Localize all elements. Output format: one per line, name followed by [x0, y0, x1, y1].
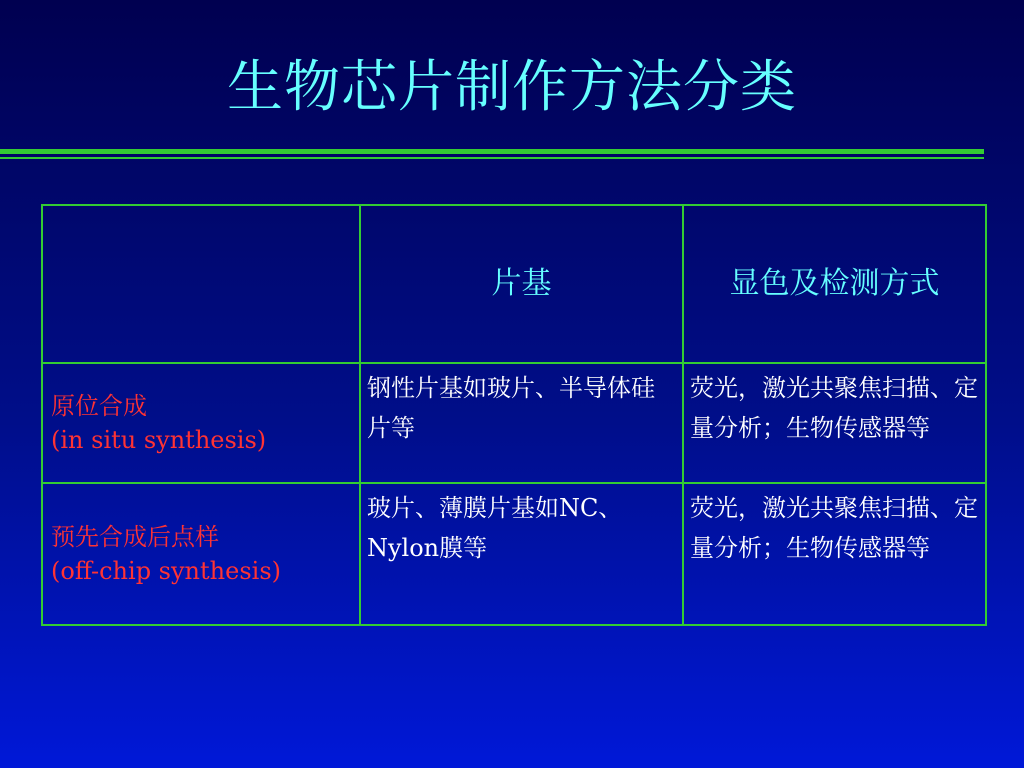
method-label-cell	[42, 363, 360, 483]
detection-cell	[683, 483, 986, 625]
title-divider-thick	[0, 149, 984, 154]
slide-title: 生物芯片制作方法分类	[227, 55, 797, 120]
header-cell-substrate: 片基	[360, 205, 683, 363]
detection-cell	[683, 363, 986, 483]
table-row	[42, 483, 986, 625]
method-label-cell	[42, 483, 360, 625]
title-divider-thin	[0, 157, 984, 159]
header-cell-method	[42, 205, 360, 363]
methods-table	[41, 204, 987, 626]
detection-text: 荧光，激光共聚焦扫描、定量分析；生物传感器等	[690, 494, 978, 562]
method-name-en: (off-chip synthesis)	[51, 557, 281, 585]
table-header-row	[42, 205, 986, 363]
substrate-text: 玻片、薄膜片基如NC、Nylon膜等	[367, 494, 623, 562]
substrate-cell	[360, 483, 683, 625]
method-name-en: (in situ synthesis)	[51, 426, 267, 454]
detection-text: 荧光，激光共聚焦扫描、定量分析；生物传感器等	[690, 374, 978, 442]
table-row	[42, 363, 986, 483]
method-name-cn: 原位合成	[51, 392, 147, 420]
header-cell-detection: 显色及检测方式	[683, 205, 986, 363]
substrate-cell	[360, 363, 683, 483]
substrate-text: 钢性片基如玻片、半导体硅片等	[367, 374, 655, 442]
method-name-cn: 预先合成后点样	[51, 523, 219, 551]
